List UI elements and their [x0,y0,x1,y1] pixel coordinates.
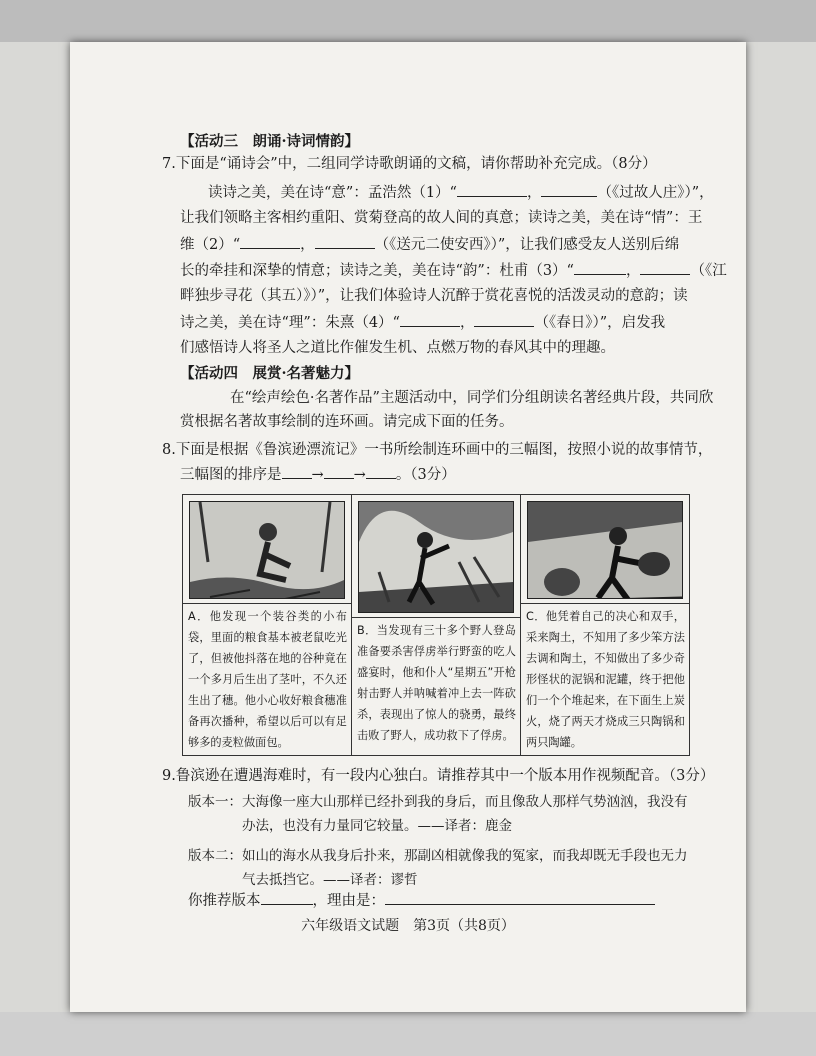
q7-title3: （《江 [690,263,727,279]
caption-b: B．当发现有三十多个野人登岛准备要杀害俘虏举行野蛮的吃人盛宴时，他和仆人“星期五”开枪射击野人并呐喊着冲上去一阵砍杀，表现出了惊人的骁勇，最终击败了野人，成功救下了俘虏。 [352,617,520,755]
activity3-heading: 【活动三 朗诵·诗词情韵】 [180,133,360,150]
q7-number: 7. [162,156,176,172]
page-footer: 六年级语文试题 第3页（共8页） [301,918,515,934]
version-one-line2: 办法，也没有力量同它较量。——译者：鹿金 [242,818,512,834]
answer-blank-2b[interactable] [315,232,375,249]
arrow-icon: → [311,467,324,483]
answer-blank-1b[interactable] [541,180,597,197]
activity4-intro1: 在“绘声绘色·名著作品”主题活动中，同学们分组朗读名著经典片段，共同欣 [230,390,714,406]
version-two [188,844,728,892]
q8-prompt1-text: 下面是根据《鲁滨逊漂流记》一书所绘制连环画中的三幅图，按照小说的故事情节， [175,442,713,458]
order-blank-3[interactable] [366,462,396,479]
caption-c: C．他凭着自己的决心和双手，采来陶土，不知用了多少笨方法去调和陶土，不知做出了多少奇形怪状的泥锅和泥罐，终于把他们一个个堆起来，在下面生上炭火，烧了两天才烧成三只陶锅和两只陶罐。 [521,603,689,755]
q7-line6: 诗之美，美在诗“理”：朱熹（4）“ ， （《春日》）”，启发我 [180,310,730,335]
activity4-intro2: 赏根据名著故事绘制的连环画。请完成下面的任务。 [180,414,514,430]
q7-line4-text: 长的牵挂和深挚的情意；读诗之美，美在诗“韵”：杜甫（3）“ [180,263,574,279]
version-two-label: 版本二： [188,848,242,864]
version-two-line2: 气去抵挡它。——译者：谬哲 [242,872,418,888]
answer-blank-1a[interactable] [457,180,527,197]
q7-prompt-text: 下面是“诵诗会”中，二组同学诗歌朗诵的文稿，请你帮助补充完成。（8分） [175,156,657,172]
reason-label: ，理由是： [312,893,385,909]
background-right [746,42,816,1012]
background-top [0,0,816,42]
q7-line1-text: 读诗之美，美在诗“意”：孟浩然（1）“ [208,185,457,201]
answer-blank-2a[interactable] [240,232,300,249]
version-choice-blank[interactable] [261,888,313,905]
q7-line4: 长的牵挂和深挚的情意；读诗之美，美在诗“韵”：杜甫（3）“ ， （《江 [180,258,730,283]
recommend-label: 你推荐版本 [188,893,261,909]
q8-prompt1 [162,438,732,462]
q7-line7: 们感悟诗人将圣人之道比作催发生机、点燃万物的春风其中的理趣。 [180,340,615,356]
q7-title4: （《春日》）”，启发我 [534,315,666,331]
version-one [188,790,728,838]
q9-number: 9. [162,768,176,784]
q9-prompt-text: 鲁滨逊在遭遇海难时，有一段内心独白。请推荐其中一个版本用作视频配音。（3分） [175,768,715,784]
comic-panel-c [521,495,689,755]
q9-prompt [162,764,732,788]
version-two-line1: 如山的海水从我身后扑来，那副凶相就像我的冤家，而我却既无手段也无力 [242,848,688,864]
comic-panels [182,494,690,756]
q9-recommend [188,888,728,913]
q7-title1: （《过故人庄》）”， [597,185,714,201]
comic-illustration-a [189,501,345,599]
activity4-heading: 【活动四 展赏·名著魅力】 [180,365,360,382]
answer-blank-4b[interactable] [474,310,534,327]
answer-blank-3b[interactable] [640,258,690,275]
q8-number: 8. [162,442,176,458]
answer-blank-4a[interactable] [400,310,460,327]
q7-line3: 维（2）“ ， （《送元二使安西》）”，让我们感受友人送别后绵 [180,232,730,257]
page-content [70,42,746,1012]
q7-line2: 让我们领略主客相约重阳、赏菊登高的故人间的真意；读诗之美，美在诗“情”：王 [180,210,703,226]
q7-prompt [162,152,722,176]
comic-panel-b [352,495,521,755]
background-bottom [0,1012,816,1056]
q8-prompt2 [180,462,730,487]
q7-title2: （《送元二使安西》）”，让我们感受友人送别后绵 [374,237,680,253]
q8-score: 。（3分） [395,467,456,483]
answer-blank-3a[interactable] [574,258,626,275]
q7-line1: 读诗之美，美在诗“意”：孟浩然（1）“ ， （《过故人庄》）”， [208,180,728,205]
caption-a: A．他发现一个装谷类的小布袋，里面的粮食基本被老鼠吃光了，但被他抖落在地的谷种竟在一个多月后生出了茎叶，不久还生出了穗。他小心收好粮食穗准备再次播种，希望以后可以有足够多的麦粒做面包。 [183,603,351,755]
q7-line5: 畔独步寻花（其五）》）”，让我们体验诗人沉醉于赏花喜悦的活泼灵动的意韵；读 [180,288,688,304]
comic-panel-a [183,495,352,755]
comic-illustration-c [527,501,683,599]
q7-line3-text: 维（2）“ [180,237,241,253]
order-blank-2[interactable] [324,462,354,479]
reason-blank[interactable] [385,888,655,905]
q8-prompt2-text: 三幅图的排序是 [180,467,282,483]
exam-page [70,42,746,1012]
background-left [0,42,70,1012]
order-blank-1[interactable] [282,462,312,479]
q7-line6-text: 诗之美，美在诗“理”：朱熹（4）“ [180,315,400,331]
version-one-label: 版本一： [188,794,242,810]
arrow-icon: → [353,467,366,483]
comic-illustration-b [358,501,514,613]
version-one-line1: 大海像一座大山那样已经扑到我的身后，而且像敌人那样气势汹汹，我没有 [242,794,688,810]
